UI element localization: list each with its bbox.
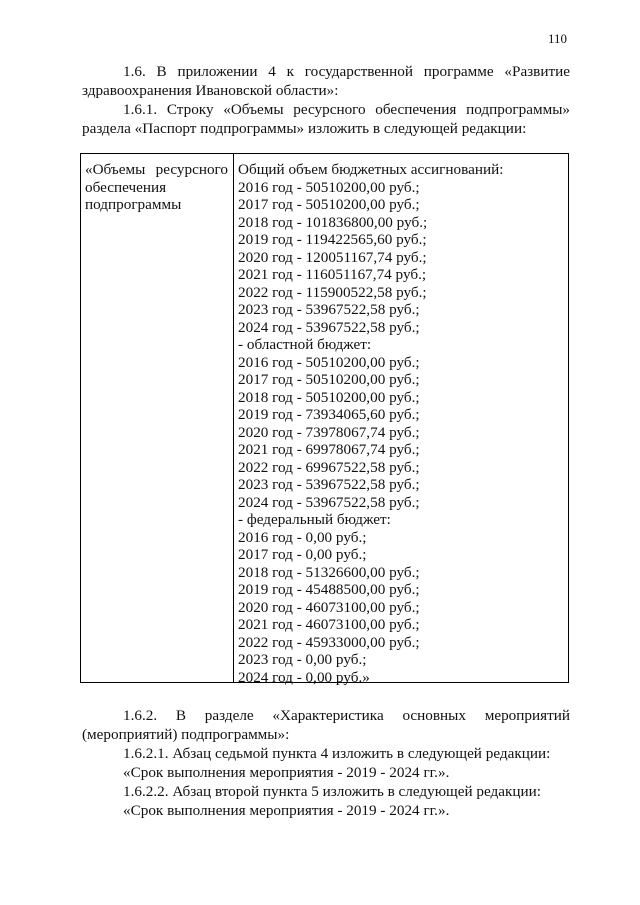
table-right-line: 2024 год - 0,00 руб.» [238, 668, 370, 686]
table-right-line: - областной бюджет: [238, 336, 372, 353]
table-column-divider [233, 154, 234, 682]
paragraph-1-6-2-2: 1.6.2.2. Абзац второй пункта 5 изложить в следующей редакции: [123, 783, 542, 800]
paragraph-deadline-2: «Срок выполнения мероприятия - 2019 - 2024 гг.». [123, 802, 450, 819]
table-right-line: 2024 год - 53967522,58 руб.; [238, 493, 420, 511]
table-left-line-1: «Объемы ресурсного [85, 161, 228, 178]
paragraph-1-6-1-line-1: 1.6.1. Строку «Объемы ресурсного обеспечения подпрограммы» [123, 101, 570, 118]
table-right-line: 2021 год - 116051167,74 руб.; [238, 266, 427, 283]
paragraph-1-6-1-line-2: раздела «Паспорт подпрограммы» изложить в следующей редакции: [82, 120, 527, 137]
paragraph-1-6 [82, 62, 570, 100]
table-right-line: 2019 год - 45488500,00 руб.; [238, 581, 420, 598]
table-right-line: 2017 год - 50510200,00 руб.; [238, 371, 420, 388]
page-number: 110 [547, 31, 567, 46]
table-right-line: - федеральный бюджет: [238, 511, 391, 528]
table-right-line: 2022 год - 45933000,00 руб.; [238, 633, 420, 651]
table-right-line: 2017 год - 0,00 руб.; [238, 546, 367, 563]
table-left-line-3: подпрограммы [85, 196, 182, 213]
table-right-line: 2016 год - 0,00 руб.; [238, 528, 367, 546]
table-right-line: 2021 год - 69978067,74 руб.; [238, 441, 420, 458]
paragraph-1-6-line-1: 1.6. В приложении 4 к государственной программе «Развитие [123, 63, 570, 80]
table-right-line: 2017 год - 50510200,00 руб.; [238, 196, 420, 213]
table-right-line: 2022 год - 69967522,58 руб.; [238, 458, 420, 476]
table-right-line: 2021 год - 46073100,00 руб.; [238, 616, 420, 633]
table-left-cell [85, 161, 228, 214]
paragraph-deadline-1: «Срок выполнения мероприятия - 2019 - 2024 гг.». [123, 764, 450, 781]
table-right-line: 2022 год - 115900522,58 руб.; [238, 283, 427, 301]
paragraph-1-6-line-2: здравоохранения Ивановской области»: [82, 82, 339, 99]
table-right-line: 2023 год - 53967522,58 руб.; [238, 476, 420, 493]
table-right-cell [238, 161, 503, 686]
paragraph-1-6-1 [82, 100, 570, 138]
paragraph-1-6-2-1: 1.6.2.1. Абзац седьмой пункта 4 изложить в следующей редакции: [123, 745, 551, 762]
table-right-line: 2018 год - 50510200,00 руб.; [238, 388, 420, 406]
table-right-line: 2020 год - 73978067,74 руб.; [238, 423, 420, 441]
table-right-line: 2024 год - 53967522,58 руб.; [238, 318, 420, 336]
table-right-line: Общий объем бюджетных ассигнований: [238, 161, 504, 178]
table-right-line: 2020 год - 46073100,00 руб.; [238, 598, 420, 616]
table-right-line: 2020 год - 120051167,74 руб.; [238, 248, 427, 266]
table-right-line: 2016 год - 50510200,00 руб.; [238, 353, 420, 371]
resources-table [80, 153, 569, 686]
table-right-line: 2019 год - 73934065,60 руб.; [238, 406, 420, 423]
table-right-line: 2019 год - 119422565,60 руб.; [238, 231, 427, 248]
paragraph-1-6-2 [82, 706, 570, 820]
table-right-line: 2023 год - 0,00 руб.; [238, 651, 367, 668]
table-right-line: 2018 год - 101836800,00 руб.; [238, 213, 428, 231]
table-right-line: 2016 год - 50510200,00 руб.; [238, 178, 420, 196]
table-right-line: 2018 год - 51326600,00 руб.; [238, 563, 420, 581]
paragraph-1-6-2-line-1: 1.6.2. В разделе «Характеристика основных мероприятий [123, 707, 570, 724]
table-left-line-2: обеспечения [85, 178, 167, 196]
table-right-line: 2023 год - 53967522,58 руб.; [238, 301, 420, 318]
paragraph-1-6-2-line-2: (мероприятий) подпрограммы»: [82, 726, 290, 743]
